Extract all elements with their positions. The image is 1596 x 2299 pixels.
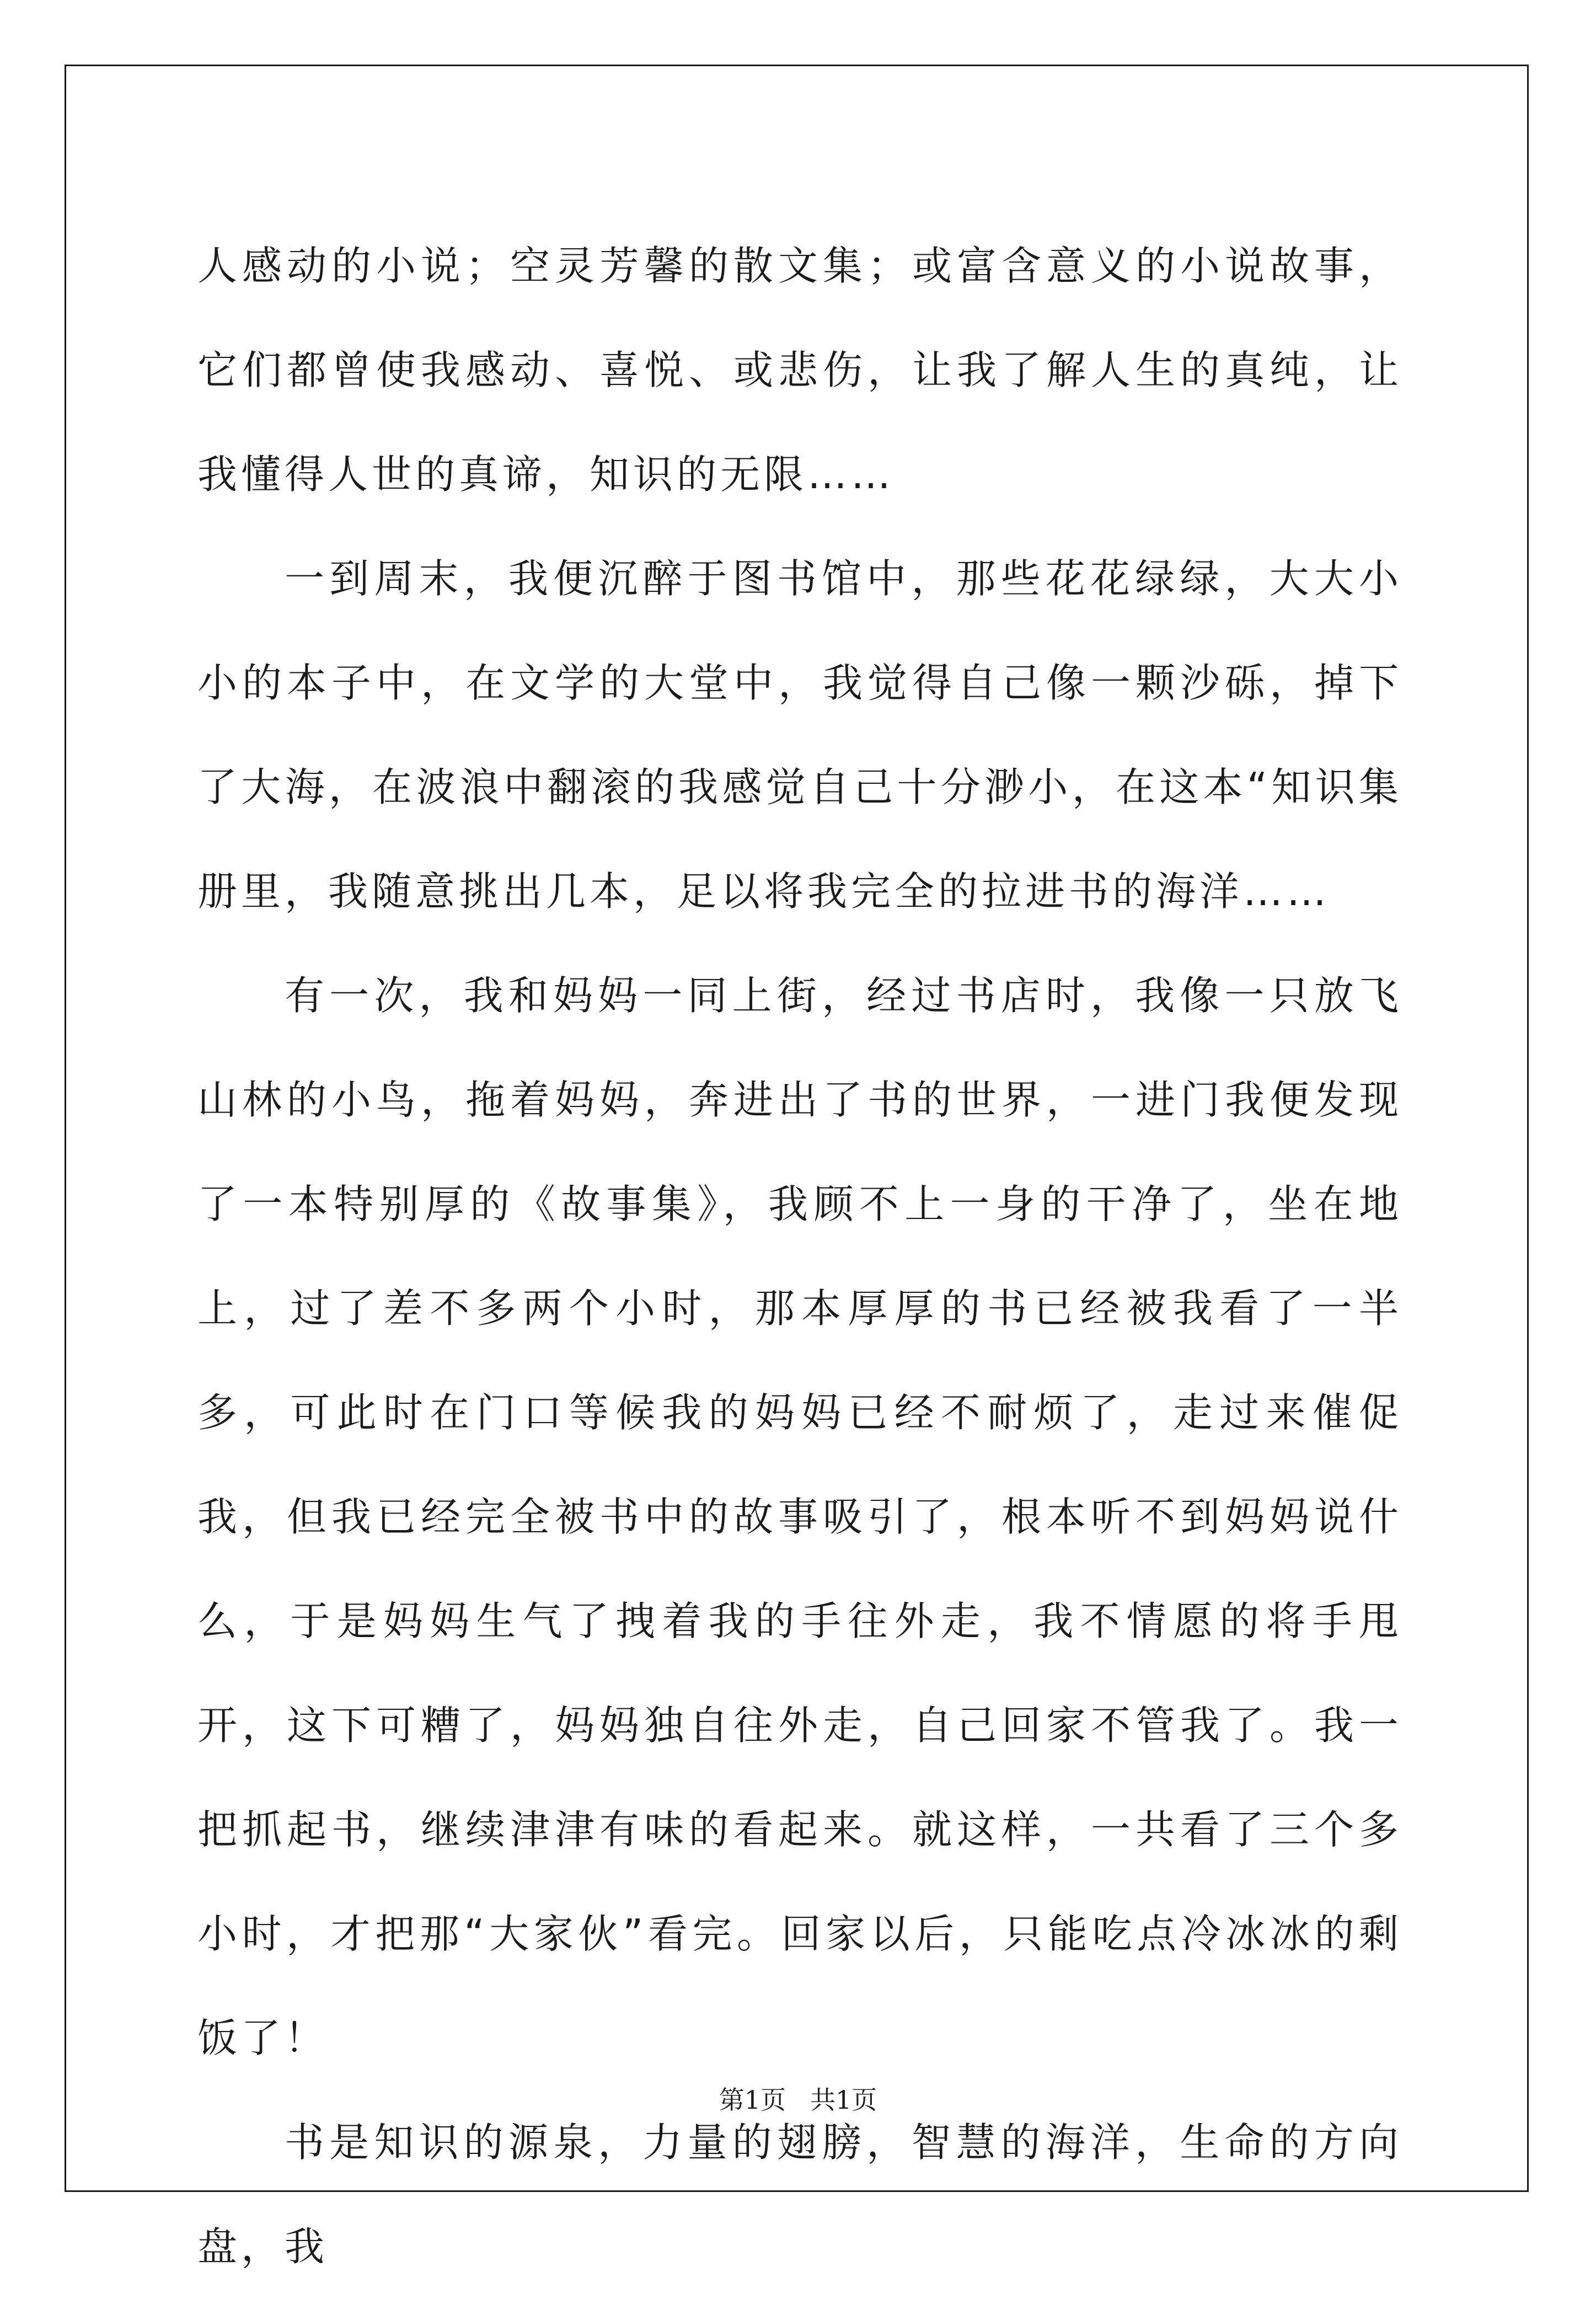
paragraph-1: 人感动的小说；空灵芳馨的散文集；或富含意义的小说故事，它们都曾使我感动、喜悦、或悲伤，让我了解人生的真纯，让我懂得人世的真谛，知识的无限…… — [197, 243, 1402, 498]
paragraph-2: 一到周末，我便沉醉于图书馆中，那些花花绿绿，大大小小的本子中，在文学的大堂中，我觉得自己像一颗沙砾，掉下了大海，在波浪中翻滚的我感觉自己十分渺小，在这本“知识集册里，我随意挑出几本，足以将我完全的拉进书的海洋…… — [197, 555, 1402, 915]
page-total: 共1页 — [810, 2085, 877, 2115]
page-footer — [0, 2083, 1596, 2116]
page-number: 第1页 — [719, 2085, 786, 2115]
paragraph-4: 书是知识的源泉，力量的翅膀，智慧的海洋，生命的方向盘，我 — [197, 2119, 1402, 2270]
document-body — [197, 214, 1402, 2299]
paragraph-3: 有一次，我和妈妈一同上街，经过书店时，我像一只放飞山林的小鸟，拖着妈妈，奔进出了书的世界，一进门我便发现了一本特别厚的《故事集》，我顾不上一身的干净了，坐在地上，过了差不多两个小时，那本厚厚的书已经被我看了一半多，可此时在门口等候我的妈妈已经不耐烦了，走过来催促我，但我已经完全被书中的故事吸引了，根本听不到妈妈说什么，于是妈妈生气了拽着我的手往外走，我不情愿的将手甩开，这下可糟了，妈妈独自往外走，自己回家不管我了。我一把抓起书，继续津津有味的看起来。就这样，一共看了三个多小时，才把那“大家伙”看完。回家以后，只能吃点冷冰冰的剩饭了！ — [197, 972, 1402, 2061]
